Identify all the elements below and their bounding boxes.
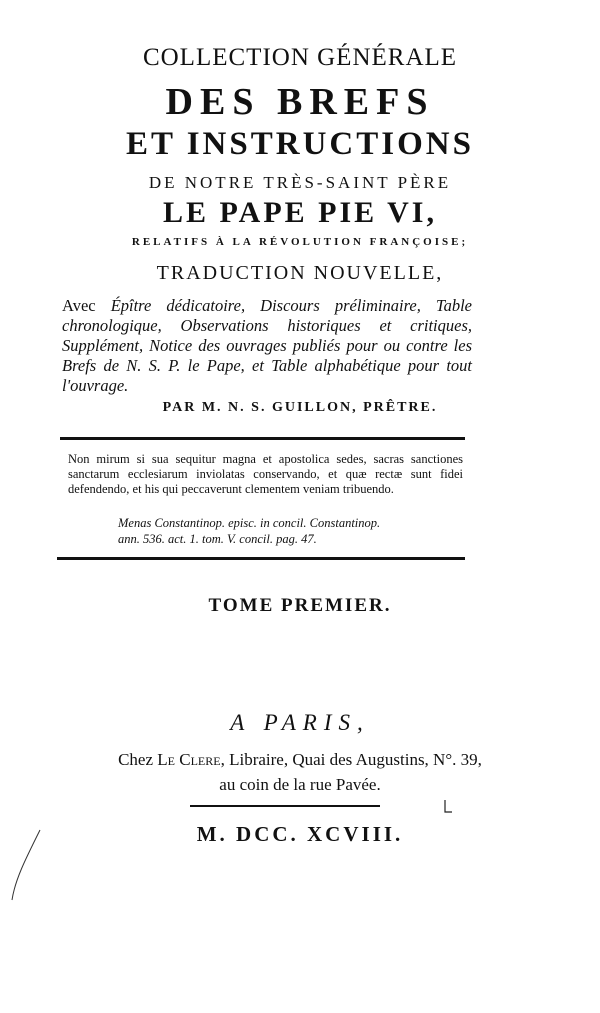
publisher-prefix: Chez [118, 750, 154, 769]
title-line-pape: LE PAPE PIE VI, [163, 196, 437, 229]
volume-label: TOME PREMIER. [208, 595, 392, 616]
publisher-name: Le Clere [157, 750, 221, 769]
epigraph-quote: Non mirum si sua sequitur magna et apostolica sedes, sacras sanctiones sanctarum ecclesiarum inviolatas conservando, et quæ rectæ sunt fidei defendendo, et his qui peccaverunt clementem veniam tribuendo. [68, 452, 463, 496]
title-line-traduction: TRADUCTION NOUVELLE, [156, 262, 444, 284]
title-line-instructions: ET INSTRUCTIONS [126, 126, 474, 162]
title-line-saint-pere: DE NOTRE TRÈS-SAINT PÈRE [148, 173, 452, 192]
citation-line-2: ann. 536. act. 1. tom. V. concil. pag. 47. [118, 532, 317, 546]
description-prefix: Avec [62, 296, 96, 315]
publisher-suffix: , Libraire, Quai des Augustins, N°. 39, [220, 750, 482, 769]
title-line-des-brefs: DES BREFS [165, 81, 435, 123]
imprint-year: M. DCC. XCVIII. [196, 822, 404, 846]
citation-line-1: Menas Constantinop. episc. in concil. Constantinop. [118, 516, 381, 530]
title-line-collection: COLLECTION GÉNÉRALE [142, 44, 458, 71]
imprint-city: A PARIS, [230, 710, 370, 735]
title-line-revolution: RELATIFS À LA RÉVOLUTION FRANÇOISE; [131, 236, 469, 248]
author-line: PAR M. N. S. GUILLON, PRÊTRE. [162, 400, 438, 415]
imprint-address: au coin de la rue Pavée. [219, 775, 381, 794]
description-text: Épître dédicatoire, Discours préliminaire, Table chronologique, Observations historiques et critiques, Supplément, Notice des ouvrages publiés pour ou contre les Brefs de N. S. P. le Pape, et Table alphabétique pour tout l'ouvrage. [62, 296, 472, 395]
